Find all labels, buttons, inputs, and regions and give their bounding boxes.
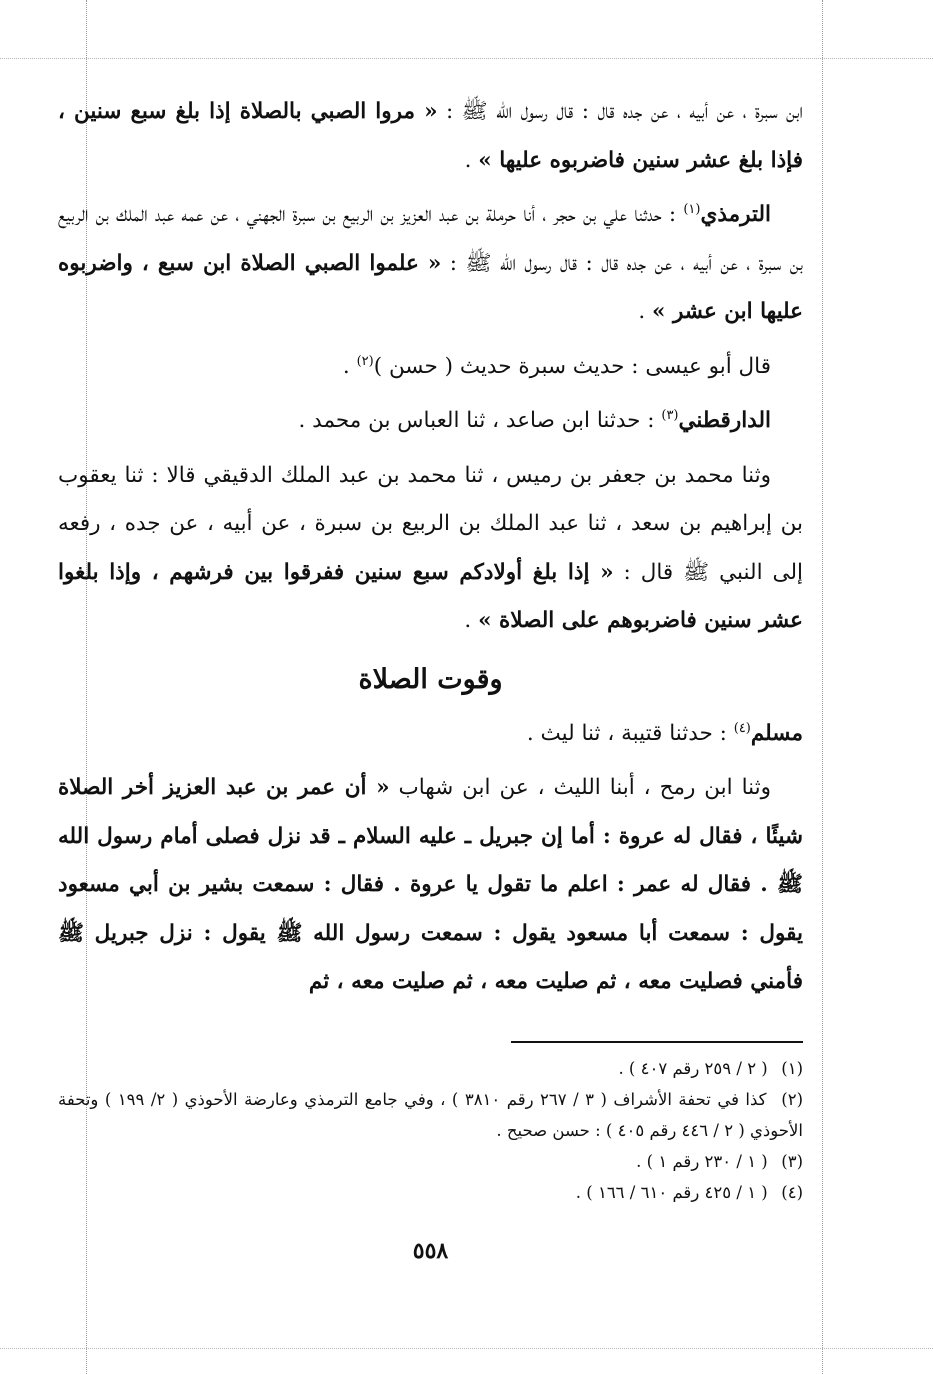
footnote-text: ( ١ / ٤٢٥ رقم ٦١٠ / ١٦٦ ) . bbox=[575, 1182, 768, 1202]
footnote-ref: (١) bbox=[683, 202, 701, 217]
scan-edge-top bbox=[0, 58, 933, 59]
paragraph bbox=[58, 764, 803, 1007]
footnote-text: كذا في تحفة الأشراف ( ٣ / ٢٦٧ رقم ٣٨١٠ ) ، وفي جامع الترمذي وعارضة الأحوذي ( ٢/ ١٩٩ ) وتحفة الأحوذي ( ٢ / ٤٤٦ رقم ٤٠٥ ) : حسن صحيح . bbox=[58, 1089, 803, 1140]
footnotes bbox=[58, 1053, 803, 1208]
footnote-number: (٢) bbox=[781, 1089, 803, 1109]
quoted-text: الترمذي bbox=[700, 202, 771, 227]
text-run: وثنا ابن رمح ، أبنا الليث ، عن ابن شهاب bbox=[389, 775, 771, 800]
paragraph bbox=[58, 452, 803, 646]
paragraph bbox=[58, 710, 803, 759]
text-run: قال أبو عيسى : حديث سبرة حديث ( حسن ) bbox=[373, 353, 771, 379]
text-run: : حدثنا علي بن حجر ، أنا حرملة بن عبد العزيز بن الربيع بن سبرة الجهني ، عن عمه عبد الملك بن الربيع بن سبرة ، عن أبيه ، عن جده قال : قال رسول الله ﷺ : bbox=[58, 202, 803, 276]
quoted-text: « مروا الصبي بالصلاة إذا بلغ سبع سنين ، فإذا بلغ عشر سنين فاضربوه عليها » bbox=[58, 99, 803, 173]
text-run: : حدثنا قتيبة ، ثنا ليث . bbox=[526, 720, 734, 746]
footnote-number: (٣) bbox=[781, 1151, 803, 1171]
footnote-ref: (٢) bbox=[356, 353, 374, 369]
quoted-text: « علموا الصبي الصلاة ابن سبع ، واضربوه عليها ابن عشر » bbox=[58, 250, 803, 324]
text-run: . bbox=[464, 147, 479, 173]
footnote-ref: (٣) bbox=[661, 408, 679, 423]
quoted-text: « أن عمر بن عبد العزيز أخر الصلاة شيئًا ، فقال له عروة : أما إن جبريل ـ عليه السلام ـ قد نزل فصلى أمام رسول الله ﷺ . فقال له عمر : اعلم ما تقول يا عروة . فقال : سمعت بشير بن أبي مسعود يقول : سمعت أبا مسعود يقول : سمعت رسول الله ﷺ يقول : نزل جبريل ﷺ فأمني فصليت معه ، ثم صليت معه ، ثم صليت معه ، ثم bbox=[58, 775, 803, 994]
page-number: ٥٥٨ bbox=[412, 1237, 449, 1264]
footnote bbox=[58, 1053, 803, 1084]
footnote-text: ( ١ / ٢٣٠ رقم ١ ) . bbox=[636, 1151, 768, 1171]
footnote-separator bbox=[511, 1041, 803, 1043]
quoted-text: « إذا بلغ أولادكم سبع سنين ففرقوا بين فرشهم ، وإذا بلغوا عشر سنين فاضربوهم على الصلاة » bbox=[58, 559, 803, 633]
text-run: . bbox=[638, 299, 653, 324]
text-run: . bbox=[464, 608, 479, 633]
footnote-number: (١) bbox=[781, 1058, 803, 1078]
book-page bbox=[58, 88, 803, 1264]
text-run: : حدثنا ابن صاعد ، ثنا العباس بن محمد . bbox=[298, 408, 662, 433]
body-text-bottom bbox=[58, 710, 803, 1007]
scan-edge-bottom bbox=[0, 1348, 933, 1349]
quoted-text: الدارقطني bbox=[678, 408, 771, 433]
quoted-text: مسلم bbox=[750, 720, 803, 746]
section-heading: وقوت الصلاة bbox=[358, 663, 503, 695]
paragraph bbox=[58, 397, 803, 446]
footnote bbox=[58, 1146, 803, 1177]
text-run: ابن سبرة ، عن أبيه ، عن جده قال : قال رسول الله ﷺ : bbox=[437, 99, 803, 124]
footnote-ref: (٤) bbox=[733, 720, 751, 736]
paragraph bbox=[58, 343, 803, 392]
footnote-text: ( ٢ / ٢٥٩ رقم ٤٠٧ ) . bbox=[618, 1058, 768, 1078]
text-run: . bbox=[342, 353, 357, 379]
footnote bbox=[58, 1177, 803, 1208]
footnote-number: (٤) bbox=[781, 1182, 803, 1202]
body-text-top bbox=[58, 88, 803, 646]
paragraph bbox=[58, 88, 803, 185]
scan-edge-right bbox=[822, 0, 823, 1374]
paragraph bbox=[58, 191, 803, 337]
footnote bbox=[58, 1084, 803, 1146]
text-run: وثنا محمد بن جعفر بن رميس ، ثنا محمد بن عبد الملك الدقيقي قالا : ثنا يعقوب بن إبراهيم بن سعد ، ثنا عبد الملك بن الربيع بن سبرة ، عن أبيه ، عن جده ، رفعه إلى النبي ﷺ قال : bbox=[58, 462, 803, 585]
